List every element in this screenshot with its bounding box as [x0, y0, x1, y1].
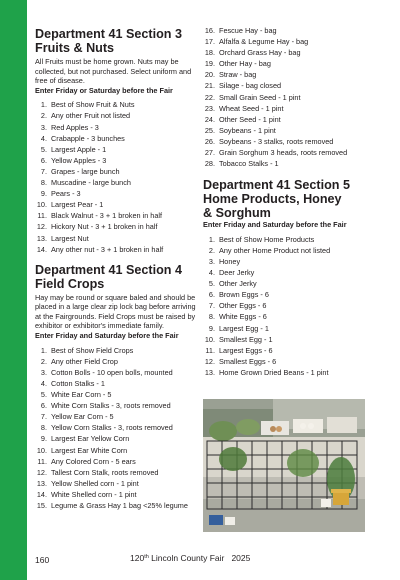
list-item [35, 400, 197, 411]
list-item-text: Pears - 3 [51, 189, 81, 199]
list-item [35, 221, 197, 232]
list-item-text: Other Jerky [219, 279, 257, 289]
section-4-list [35, 345, 197, 511]
list-item-text: Yellow Apples - 3 [51, 155, 107, 165]
list-item-number: 8. [40, 178, 47, 188]
list-item-text: Other Hay - bag [219, 59, 271, 69]
list-item [35, 356, 197, 367]
list-item-number: 2. [40, 356, 47, 366]
list-item-text: Yellow Corn Stalks - 3, roots removed [51, 423, 173, 433]
section-3-entry-note: Enter Friday or Saturday before the Fair [35, 85, 173, 95]
section-4-title-line2: Field Crops [35, 276, 105, 291]
list-item [203, 278, 368, 289]
list-item-text: Brown Eggs - 6 [219, 290, 269, 300]
list-item-number: 5. [208, 279, 215, 289]
list-item [203, 323, 368, 334]
list-item-text: Legume & Grass Hay 1 bag <25% legume [51, 500, 188, 510]
list-item [203, 25, 368, 36]
list-item [203, 114, 368, 125]
list-item-text: White Eggs - 6 [219, 312, 267, 322]
list-item-text: Largest Eggs - 6 [219, 345, 273, 355]
list-item [203, 256, 368, 267]
list-item [35, 122, 197, 133]
list-item-number: 8. [208, 312, 215, 322]
list-item-text: Yellow Ear Corn - 5 [51, 412, 114, 422]
list-item [35, 166, 197, 177]
list-item-text: Honey [219, 257, 241, 266]
list-item-number: 3. [40, 367, 47, 377]
list-item-text: Wheat Seed - 1 pint [219, 103, 284, 113]
list-item-number: 2. [208, 245, 215, 255]
section-4-entry-note: Enter Friday and Saturday before the Fair [35, 331, 179, 341]
list-item-number: 11. [37, 456, 47, 466]
list-item-number: 9. [208, 323, 215, 333]
list-item-number: 9. [40, 434, 47, 444]
list-item-number: 10. [36, 445, 47, 455]
list-item-text: Small Grain Seed - 1 pint [219, 92, 301, 102]
list-item [203, 136, 368, 147]
list-item-text: Grapes - large bunch [51, 166, 120, 176]
list-item-number: 6. [208, 290, 215, 300]
list-item [35, 467, 197, 478]
section-5 [203, 178, 368, 378]
list-item-number: 1. [40, 100, 47, 110]
list-item [203, 103, 368, 114]
list-item-text: Smallest Egg - 1 [219, 334, 273, 344]
list-item-number: 7. [40, 412, 47, 422]
list-item [203, 300, 368, 311]
section-4-heading [35, 263, 197, 291]
list-item-number: 3. [40, 122, 47, 132]
list-item-number: 15. [36, 500, 47, 510]
list-item [203, 234, 368, 245]
list-item [35, 389, 197, 400]
list-item [35, 489, 197, 500]
list-item [35, 433, 197, 444]
page-number: 160 [35, 555, 50, 565]
list-item-text: Hickory Nut - 3 + 1 broken in half [51, 222, 158, 232]
list-item-text: Largest Pear - 1 [51, 200, 104, 210]
list-item [35, 445, 197, 456]
footer-title-text: Lincoln County Fair 2025 [148, 553, 251, 563]
list-item-number: 24. [204, 114, 215, 124]
list-item-number: 7. [208, 301, 215, 311]
list-item-text: White Ear Corn - 5 [51, 390, 112, 400]
list-item [203, 334, 368, 345]
list-item-text: Any other nut - 3 + 1 broken in half [51, 244, 164, 254]
section-4-title-line1: Department 41 Section 4 [35, 262, 182, 277]
list-item [35, 99, 197, 110]
list-item [203, 267, 368, 278]
list-item [35, 500, 197, 511]
list-item-text: Any other Fruit not listed [51, 111, 131, 121]
list-item-number: 17. [204, 37, 215, 47]
list-item [35, 367, 197, 378]
list-item-number: 13. [36, 478, 47, 488]
list-item [35, 233, 197, 244]
list-item [203, 125, 368, 136]
list-item-number: 9. [40, 189, 47, 199]
list-item-number: 12. [36, 222, 47, 232]
list-item-number: 23. [204, 103, 215, 113]
section-5-heading [203, 178, 368, 220]
list-item-text: Other Eggs - 6 [219, 301, 267, 311]
list-item-number: 25. [204, 125, 215, 135]
list-item-text: Any other Field Crop [51, 356, 118, 366]
list-item [35, 210, 197, 221]
list-item-text: Largest Apple - 1 [51, 144, 107, 154]
list-item [203, 80, 368, 91]
list-item [203, 92, 368, 103]
list-item [35, 133, 197, 144]
list-item [203, 47, 368, 58]
list-item-text: Tallest Corn Stalk, roots removed [51, 467, 159, 477]
list-item-number: 22. [204, 92, 215, 102]
list-item-text: Straw - bag [219, 70, 257, 80]
list-item [203, 289, 368, 300]
list-item-text: Yellow Shelled corn - 1 pint [51, 478, 139, 488]
list-item [35, 177, 197, 188]
list-item-number: 20. [204, 70, 215, 80]
list-item-text: Any Colored Corn - 5 ears [51, 456, 136, 466]
left-column [35, 27, 197, 511]
list-item-text: Soybeans - 1 pint [219, 125, 276, 135]
list-item-number: 10. [36, 200, 47, 210]
list-item-text: White Shelled corn - 1 pint [51, 489, 137, 499]
list-item-text: Largest Nut [51, 233, 89, 243]
list-item-text: Cotton Bolls - 10 open bolls, mounted [51, 367, 173, 377]
list-item-number: 18. [204, 48, 215, 58]
list-item [203, 356, 368, 367]
list-item-text: Largest Ear White Corn [51, 445, 128, 455]
section-3-description: All Fruits must be home grown. Nuts may be collected, but not purchased. Select uniform and free of disease. [35, 57, 192, 86]
footer-title-number: 120 [130, 553, 145, 563]
section-3-heading [35, 27, 197, 55]
list-item-text: Best of Show Field Crops [51, 345, 134, 355]
list-item [203, 245, 368, 256]
list-item [203, 345, 368, 356]
section-3-title-line1: Department 41 Section 3 [35, 27, 182, 41]
section-5-entry-note: Enter Friday and Saturday before the Fair [203, 220, 347, 230]
list-item-number: 6. [40, 401, 47, 411]
list-item-text: Grain Sorghum 3 heads, roots removed [219, 148, 348, 158]
list-item [203, 311, 368, 322]
list-item-number: 14. [36, 244, 47, 254]
exhibit-photo [203, 399, 365, 532]
list-item-number: 4. [208, 268, 215, 278]
list-item-text: Other Seed - 1 pint [219, 114, 281, 124]
list-item-number: 7. [40, 166, 47, 176]
section-5-title-line1: Department 41 Section 5 [203, 178, 350, 193]
list-item-number: 11. [205, 345, 215, 355]
list-item [35, 110, 197, 121]
list-item-text: Smallest Eggs - 6 [219, 356, 277, 366]
list-item-number: 3. [208, 257, 215, 266]
list-item-text: Cotton Stalks - 1 [51, 378, 105, 388]
list-item [35, 378, 197, 389]
list-item-number: 10. [204, 334, 215, 344]
list-item [35, 478, 197, 489]
footer-title [130, 553, 250, 563]
section-5-title-line3: & Sorghum [203, 206, 271, 221]
list-item-number: 13. [204, 367, 215, 377]
list-item-text: Best of Show Fruit & Nuts [51, 100, 135, 110]
list-item-number: 4. [40, 133, 47, 143]
footer-title-ordinal: th [144, 554, 149, 560]
list-item-text: Largest Ear Yellow Corn [51, 434, 130, 444]
list-item [35, 244, 197, 255]
list-item-text: Crabapple - 3 bunches [51, 133, 125, 143]
list-item-text: Deer Jerky [219, 268, 255, 278]
list-item-text: Soybeans - 3 stalks, roots removed [219, 136, 334, 146]
list-item-number: 13. [36, 233, 47, 243]
list-item [35, 199, 197, 210]
section-5-list [203, 234, 368, 378]
list-item-text: Best of Show Home Products [219, 234, 315, 244]
list-item [203, 58, 368, 69]
list-item-number: 21. [204, 81, 215, 91]
list-item-number: 1. [40, 345, 47, 355]
list-item-text: Largest Egg - 1 [219, 323, 269, 333]
list-item-number: 5. [40, 390, 47, 400]
section-4-list-continued [203, 25, 368, 169]
list-item-text: Orchard Grass Hay - bag [219, 48, 301, 58]
list-item [35, 411, 197, 422]
list-item-number: 12. [204, 356, 215, 366]
section-3-title-line2: Fruits & Nuts [35, 41, 115, 55]
list-item-text: Alfalfa & Legume Hay - bag [219, 37, 309, 47]
list-item-number: 2. [40, 111, 47, 121]
list-item-text: Black Walnut - 3 + 1 broken in half [51, 211, 163, 221]
list-item-number: 19. [204, 59, 215, 69]
list-item-number: 27. [204, 148, 215, 158]
list-item-text: Any other Home Product not listed [219, 245, 331, 255]
list-item-number: 5. [40, 144, 47, 154]
list-item-number: 4. [40, 378, 47, 388]
list-item [203, 147, 368, 158]
list-item-number: 8. [40, 423, 47, 433]
list-item [203, 36, 368, 47]
right-column [203, 25, 368, 378]
list-item [35, 188, 197, 199]
list-item-text: Silage - bag closed [219, 81, 282, 91]
section-4 [35, 263, 197, 511]
list-item-number: 14. [36, 489, 47, 499]
list-item [203, 158, 368, 169]
list-item-number: 12. [36, 467, 47, 477]
list-item-number: 16. [204, 26, 215, 35]
list-item-number: 1. [208, 234, 215, 244]
list-item-number: 6. [40, 155, 47, 165]
green-margin-bar [0, 0, 27, 580]
list-item [35, 155, 197, 166]
list-item-number: 26. [204, 136, 215, 146]
list-item [203, 69, 368, 80]
list-item-text: Red Apples - 3 [51, 122, 99, 132]
list-item-number: 28. [204, 159, 215, 169]
section-4-description: Hay may be round or square baled and should be placed in a large clear zip lock bag before arriving at the Fairgrounds. Field Crops must be raised by exhibitor or exhibitor's immediate family. [35, 292, 196, 331]
section-3 [35, 27, 197, 255]
list-item-text: White Corn Stalks - 3, roots removed [51, 401, 171, 411]
list-item-text: Tobacco Stalks - 1 [219, 159, 279, 169]
list-item [35, 422, 197, 433]
section-3-list [35, 99, 197, 254]
list-item-number: 11. [37, 211, 47, 221]
list-item [203, 367, 368, 378]
section-5-title-line2: Home Products, Honey [203, 192, 342, 207]
list-item [35, 345, 197, 356]
list-item [35, 144, 197, 155]
list-item-text: Fescue Hay - bag [219, 26, 277, 35]
list-item-text: Muscadine - large bunch [51, 178, 131, 188]
list-item-text: Home Grown Dried Beans - 1 pint [219, 367, 329, 377]
list-item [35, 456, 197, 467]
